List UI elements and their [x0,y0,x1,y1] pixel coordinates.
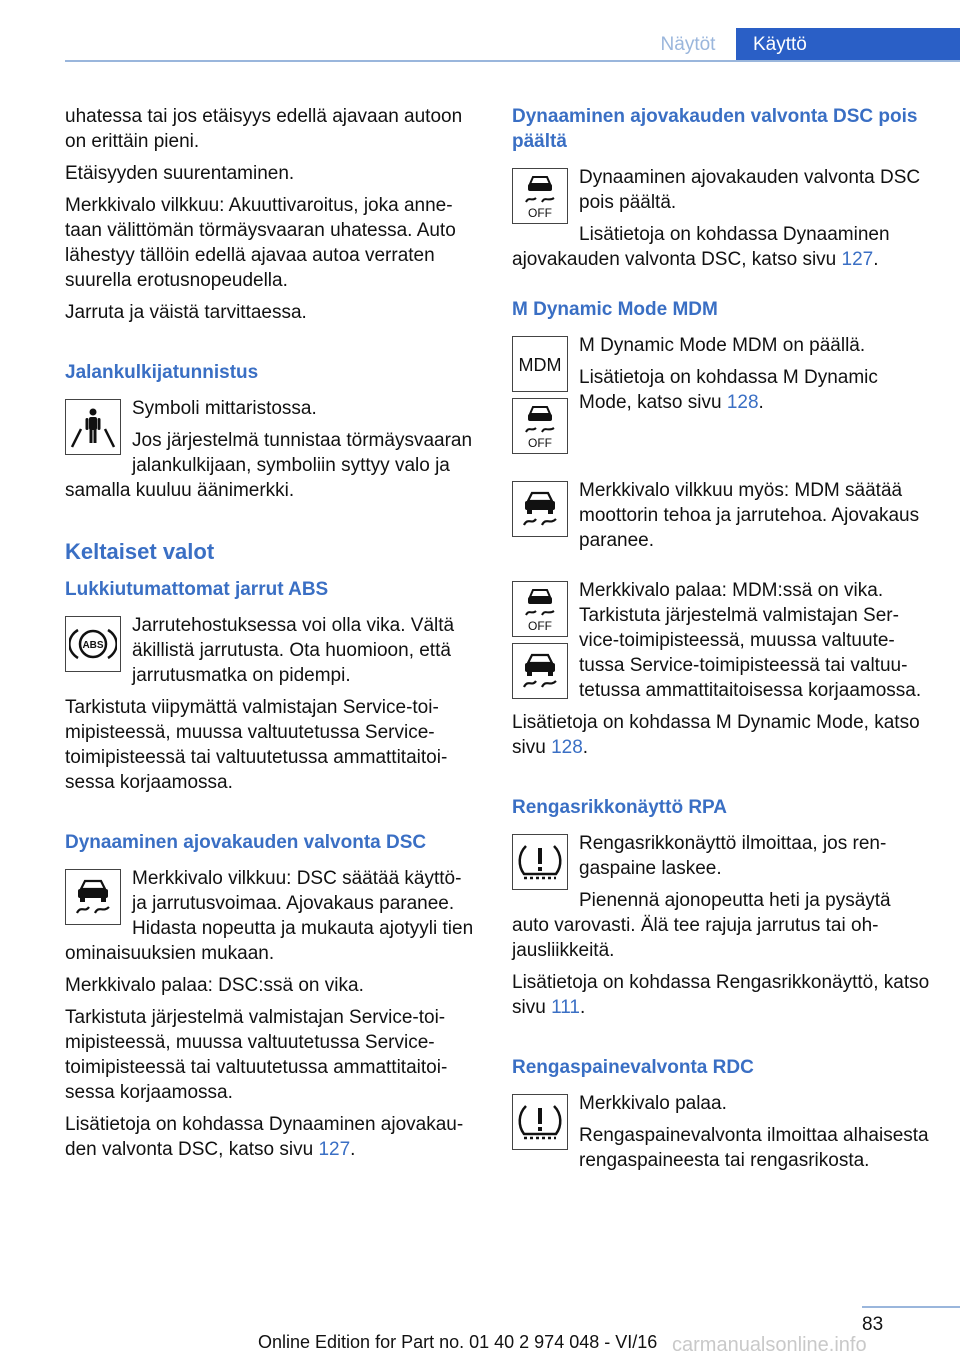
paragraph: Symboli mittaristossa. [132,398,317,419]
paragraph [512,970,932,1020]
mdm-icon [512,336,568,392]
paragraph: Rengasrikkonäyttö ilmoittaa, jos rengaspaine laskee. [579,833,887,879]
section-title-abs: Lukkiutumattomat jarrut ABS [65,579,329,600]
left-column [65,104,480,1169]
section-title-dsc: Dynaaminen ajovakauden valvonta DSC [65,832,427,853]
abs-warning-icon [65,616,121,672]
paragraph: Dynaaminen ajovakauden valvonta DSC pois päältä. [579,167,921,213]
mdm-fault-block [512,578,932,710]
watermark: carmanualsonline.info [672,1334,867,1356]
section-title-dsc-off: Dynaaminen ajovakauden valvonta DSC pois päältä [512,106,918,152]
mdm-flash-block [512,478,932,560]
header-tab-displays[interactable]: Näytöt [660,34,716,55]
dsc-block [65,866,480,973]
section-title-pedestrian: Jalankulkijatunnistus [65,362,259,383]
page-link-111[interactable]: 111 [551,997,580,1018]
paragraph: M Dynamic Mode MDM on päällä. [579,335,866,356]
section-title-rdc: Rengaspainevalvonta RDC [512,1057,754,1078]
dsc-off-block [512,165,932,279]
off-label: OFF [528,619,552,633]
paragraph: Pienennä ajonopeutta heti ja pysäytä auto varovasti. Älä tee rajuja jarrutus tai ohjausliikkeitä. [512,890,891,961]
paragraph: uhatessa tai jos etäisyys edellä ajavaan autoon on erittäin pieni. [65,106,463,152]
paragraph-end: . [579,997,586,1018]
dsc-off-icon [512,398,568,454]
dsc-skid-car-icon [512,643,568,699]
dsc-skid-car-icon [65,869,121,925]
paragraph: Jarruta ja väistä tarvittaessa. [65,302,307,323]
page-link-127[interactable]: 127 [841,249,874,270]
paragraph-end: . [350,1139,356,1160]
paragraph-end: . [758,392,764,413]
paragraph-text: Lisätietoja on kohdassa M Dynamic Mode, katso sivu [579,367,878,413]
abs-block [65,613,480,695]
paragraph [512,710,932,760]
paragraph: Merkkivalo vilkkuu myös: MDM säätää moottorin tehoa ja jarrutehoa. Ajovakaus paranee. [579,480,920,551]
paragraph: Rengaspainevalvonta ilmoittaa alhaisesta rengaspaineesta tai rengasrikosta. [579,1125,929,1171]
dsc-off-icon [512,581,568,637]
paragraph: Jos järjestelmä tunnistaa törmäysvaaran jalankulkijaan, symboliin syttyy valo ja samalla kuuluu äänimerkki. [65,430,473,501]
header-rule [65,60,960,62]
paragraph: Merkkivalo vilkkuu: DSC säätää käyttö- ja jarrutusvoimaa. Ajovakaus paranee. Hidasta nopeutta ja mukauta ajotyyli tien ominaisuuksien mukaan. [65,868,474,964]
paragraph [512,222,932,272]
paragraph: Merkkivalo palaa: DSC:ssä on vika. [65,975,364,996]
edition-text: Online Edition for Part no. 01 40 2 974 048 - VI/16 [258,1332,658,1352]
dsc-off-icon [512,168,568,224]
paragraph: Jarrutehostuksessa voi olla vika. Vältä äkillistä jarrutusta. Ota huomioon, että jarrutusmatka on pidempi. [132,615,455,686]
paragraph-end: . [582,737,589,758]
rpa-block [512,831,932,970]
page-link-128[interactable]: 128 [551,737,583,758]
paragraph-text: Lisätietoja on kohdassa M Dynamic Mode, katso sivu [512,712,920,758]
paragraph-end: . [873,249,879,270]
paragraph-text: Lisätietoja on kohdassa Rengasrikkonäyttö, katso sivu [512,972,930,1018]
page-link-127[interactable]: 127 [318,1139,351,1160]
paragraph-text: Lisätietoja on kohdassa Dynaaminen ajovakauden valvonta DSC, katso sivu [65,1114,464,1160]
tire-pressure-warning-icon [512,1094,568,1150]
paragraph [65,1112,480,1162]
paragraph: Merkkivalo palaa: MDM:ssä on vika. Tarkistuta järjestelmä valmistajan Service-toimipisteessä, muussa valtuutetussa Service-toimipisteessä tai valtuutetussa ammattitaitoisessa korjaamossa. [579,580,922,701]
off-label: OFF [528,206,552,220]
off-label: OFF [528,436,552,450]
header-tab-operation[interactable]: Käyttö [736,28,960,62]
paragraph [512,365,932,415]
paragraph: Merkkivalo vilkkuu: Akuuttivaroitus, joka annetaan välittömän törmäysvaaran uhatessa. Auto lähestyy tällöin edellä ajavaa autoa verraten suurella erotusnopeudella. [65,195,456,291]
rdc-block [512,1091,932,1180]
section-title-mdm: M Dynamic Mode MDM [512,299,718,320]
paragraph: Tarkistuta järjestelmä valmistajan Service-toimipisteessä, muussa valtuutetussa Service-toimipisteessä tai valtuutetussa ammattitaitoisessa korjaamossa. [65,1007,448,1103]
paragraph: Merkkivalo palaa. [579,1093,727,1114]
section-title-rpa: Rengasrikkonäyttö RPA [512,797,728,818]
pedestrian-warning-icon [65,399,121,455]
mdm-icon-label: MDM [518,355,562,375]
page-link-128[interactable]: 128 [726,392,759,413]
chapter-title-yellow-lights: Keltaiset valot [65,539,215,564]
right-column [512,104,932,1180]
tire-pressure-warning-icon [512,834,568,890]
pedestrian-block [65,396,480,510]
mdm-block [512,333,932,460]
abs-icon-label: ABS [82,640,104,651]
paragraph: Etäisyyden suurentaminen. [65,163,295,184]
paragraph: Tarkistuta viipymättä valmistajan Service-toimipisteessä, muussa valtuutetussa Service-toimipisteessä tai valtuutetussa ammattitaitoisessa korjaamossa. [65,697,448,793]
footer-rule [862,1306,960,1308]
page-number: 83 [862,1314,884,1335]
dsc-skid-car-icon [512,481,568,537]
paragraph-text: Lisätietoja on kohdassa Dynaaminen ajovakauden valvonta DSC, katso sivu [512,224,890,270]
